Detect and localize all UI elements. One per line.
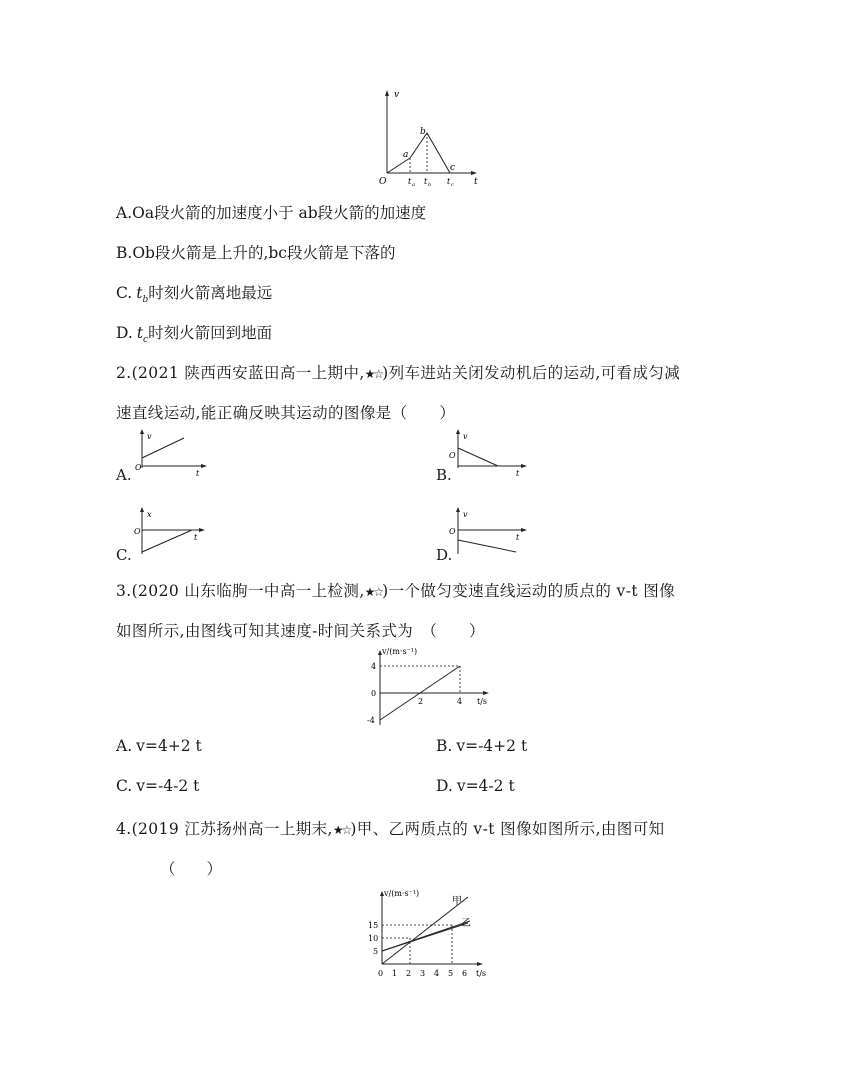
q2c-origin: O	[134, 527, 141, 536]
difficulty-stars: ★☆	[364, 367, 383, 381]
q2a-y-label: v	[147, 432, 152, 441]
v-axis-label: v	[394, 90, 400, 100]
q2b-origin: O	[449, 451, 456, 460]
q4-stem-line1: 4.(2019 江苏扬州高一上期末,★☆)甲、乙两质点的 v-t 图像如图所示,由图可知	[116, 820, 665, 838]
ta-sub: a	[412, 182, 415, 188]
q4-x-label: t/s	[476, 969, 487, 978]
q2-option-a[interactable]: A. v t O	[116, 428, 216, 486]
q1-option-c[interactable]: C. $t_b$时刻火箭离地最远	[116, 284, 273, 306]
difficulty-stars: ★☆	[332, 823, 351, 837]
q4-xtick-2: 2	[406, 969, 412, 978]
q3-ytick-0: 0	[371, 689, 377, 698]
q2c-y-label: x	[147, 510, 152, 519]
q3-stem-line1: 3.(2020 山东临朐一中高一上检测,★☆)一个做匀变速直线运动的质点的 v-t 图像	[116, 582, 676, 600]
q4-ytick-15: 15	[368, 921, 379, 930]
q2a-x-label: t	[196, 469, 200, 478]
q2-option-c[interactable]: C. x t O	[116, 506, 216, 564]
series-yi-label: 乙	[461, 918, 471, 929]
q2b-y-label: v	[463, 432, 468, 441]
q1-vt-graph	[375, 88, 485, 188]
q3-vt-graph	[356, 645, 496, 730]
q4-xtick-6: 6	[462, 969, 468, 978]
tb-label: t	[424, 177, 428, 186]
q1-option-d[interactable]: D. $t_c$时刻火箭回到地面	[116, 324, 273, 346]
q4-y-label: v/(m·s⁻¹)	[384, 889, 420, 898]
q3-x-label: t/s	[477, 697, 488, 706]
q2a-origin: O	[135, 463, 142, 472]
difficulty-stars: ★☆	[364, 585, 383, 599]
q2-option-d[interactable]: D. v t O	[436, 506, 536, 564]
origin-label: O	[379, 177, 387, 187]
q3-xtick-4: 4	[457, 697, 463, 706]
q2d-x-label: t	[516, 533, 520, 542]
q2c-x-label: t	[194, 533, 198, 542]
q4-xtick-1: 1	[392, 969, 398, 978]
q2d-y-label: v	[463, 510, 468, 519]
q2-option-b[interactable]: B. v t O	[436, 428, 536, 486]
series-jia-label: 甲	[452, 896, 462, 907]
q3-option-a[interactable]: A. v=4+2 t	[116, 737, 202, 755]
q3-option-b[interactable]: B. v=-4+2 t	[436, 737, 528, 755]
q1-option-b[interactable]: B.Ob段火箭是上升的,bc段火箭是下落的	[116, 244, 396, 262]
q2-stem-line2: 速直线运动,能正确反映其运动的图像是（ ）	[116, 404, 456, 422]
q4-xtick-5: 5	[448, 969, 454, 978]
q1-option-a[interactable]: A.Oa段火箭的加速度小于 ab段火箭的加速度	[116, 204, 427, 222]
q3-xtick-2: 2	[418, 697, 424, 706]
q4-vt-graph	[360, 888, 505, 980]
q3-stem-line2: 如图所示,由图线可知其速度-时间关系式为 （ ）	[116, 622, 485, 640]
q4-xtick-4: 4	[434, 969, 440, 978]
point-b-label: b	[420, 127, 426, 137]
tc-label: t	[447, 177, 451, 186]
q4-answer-paren: （ ）	[160, 860, 223, 878]
q4-ytick-5: 5	[373, 947, 379, 956]
t-axis-label: t	[474, 177, 478, 187]
q3-option-d[interactable]: D. v=4-2 t	[436, 777, 515, 795]
q2-stem-line1: 2.(2021 陕西西安蓝田高一上期中,★☆)列车进站关闭发动机后的运动,可看成匀减	[116, 364, 681, 382]
q2d-origin: O	[449, 527, 456, 536]
tb-sub: b	[428, 182, 432, 188]
q3-ytick-4: 4	[371, 662, 377, 671]
q4-ytick-10: 10	[368, 934, 379, 943]
q2b-x-label: t	[516, 469, 520, 478]
q4-xtick-3: 3	[420, 969, 426, 978]
q3-option-c[interactable]: C. v=-4-2 t	[116, 777, 200, 795]
tc-sub: c	[451, 182, 454, 188]
q4-xtick-0: 0	[378, 969, 384, 978]
q3-ytick-neg4: -4	[367, 716, 375, 725]
point-a-label: a	[403, 150, 409, 160]
point-c-label: c	[450, 163, 456, 173]
q3-y-label: v/(m·s⁻¹)	[382, 647, 418, 656]
ta-label: t	[408, 177, 412, 186]
